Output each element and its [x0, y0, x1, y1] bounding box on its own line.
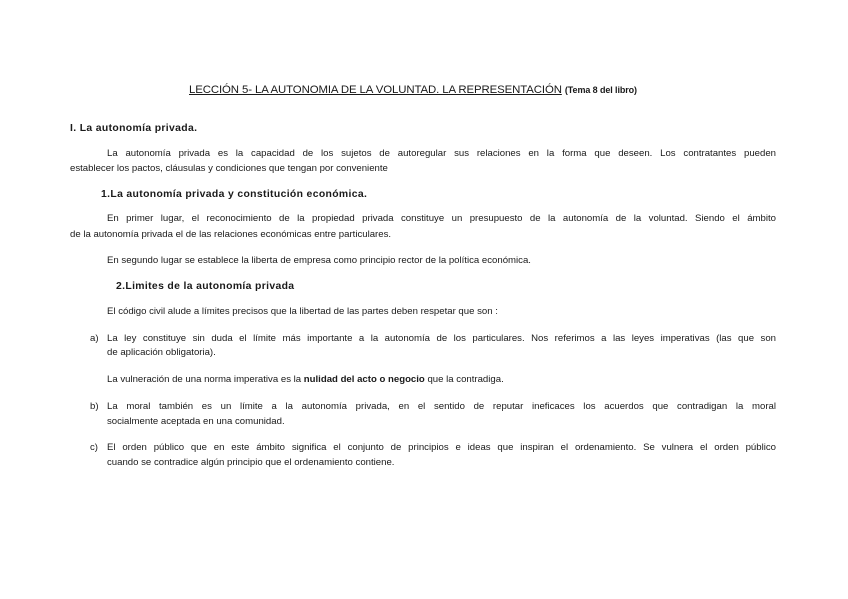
list-item-line: La ley constituye sin duda el límite más importante a la autonomía de los particulares. Nos referimos a las leyes imperativas (las que son [107, 333, 776, 344]
list-marker: a) [90, 333, 99, 344]
paragraph-line: En segundo lugar se establece la liberta de empresa como principio rector de la política económica. [107, 255, 531, 266]
list-marker: c) [90, 442, 98, 453]
list-item-line: La moral también es un límite a la autonomía privada, en el sentido de reputar ineficaces los acuerdos que contradigan la moral [107, 401, 776, 412]
document-title [189, 84, 637, 96]
list-item-line: socialmente aceptada en una comunidad. [107, 416, 285, 427]
paragraph-line: El código civil alude a límites precisos que la libertad de las partes deben respetar que son : [107, 306, 498, 317]
paragraph-line: de la autonomía privada el de las relaciones económicas entre particulares. [70, 229, 392, 240]
paragraph-line: En primer lugar, el reconocimiento de la propiedad privada constituye un presupuesto de la autonomía de la voluntad. Siendo el ámbito [107, 213, 776, 224]
list-item-line: cuando se contradice algún principio que el ordenamiento contiene. [107, 457, 395, 468]
paragraph-line: La autonomía privada es la capacidad de los sujetos de autoregular sus relaciones en la forma que deseen. Los contratantes pueden [107, 148, 776, 159]
note-paragraph [107, 374, 504, 386]
note-bold-text: nulidad del acto o negocio [303, 374, 425, 385]
title-main: LECCIÓN 5- LA AUTONOMIA DE LA VOLUNTAD. LA REPRESENTACIÓN [189, 84, 562, 96]
section-heading-autonomia-privada: I. La autonomía privada. [70, 123, 198, 134]
subsection-heading-limites: 2.Limites de la autonomía privada [116, 281, 295, 292]
list-item-line: de aplicación obligatoria). [107, 347, 216, 358]
title-book-reference: (Tema 8 del libro) [564, 85, 637, 95]
subsection-heading-constitucion-economica: 1.La autonomía privada y constitución económica. [101, 189, 368, 200]
note-text: que la contradiga. [427, 374, 504, 385]
note-text: La vulneración de una norma imperativa es la [107, 374, 302, 385]
paragraph-line: establecer los pactos, cláusulas y condiciones que tengan por conveniente [70, 163, 388, 174]
list-marker: b) [90, 401, 99, 412]
list-item-line: El orden público que en este ámbito significa el conjunto de principios e ideas que inspiran el ordenamiento. Se vulnera el orden público [107, 442, 776, 453]
